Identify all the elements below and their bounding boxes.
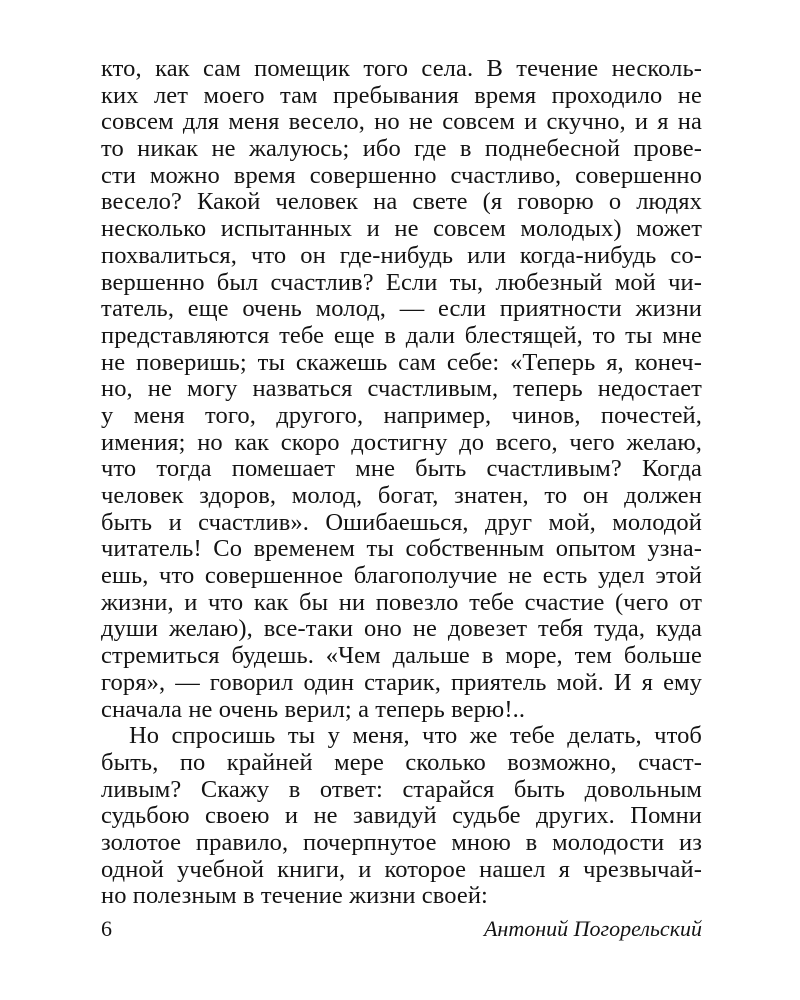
paragraph-end-line: но полезным в течение жизни своей: xyxy=(101,882,488,910)
text-line: несколько испытанных и не совсем молодых) может xyxy=(101,215,702,243)
text-line: золотое правило, почерпнутое мною в молодости из xyxy=(101,828,702,856)
text-line: имения; но как скоро достигну до всего, чего желаю, xyxy=(101,428,702,456)
text-line: совсем для меня весело, но не совсем и скучно, и я на xyxy=(101,108,702,136)
text-line: ливым? Скажу в ответ: старайся быть довольным xyxy=(101,775,702,803)
text-line: кто, как сам помещик того села. В течение несколь- xyxy=(101,55,702,82)
text-line: ких лет моего там пребывания время проходило не xyxy=(101,81,702,109)
paragraph-first-line: Но спросишь ты у меня, что же тебе делать, чтоб xyxy=(129,722,702,750)
text-line: ешь, что совершенное благополучие не есть удел этой xyxy=(101,562,702,590)
paragraph-end-line: сначала не очень верил; а теперь верю!.. xyxy=(101,695,526,723)
text-line: быть, по крайней мере сколько возможно, счаст- xyxy=(101,748,702,776)
text-line: то никак не жалуюсь; ибо где в поднебесной прове- xyxy=(101,135,702,163)
text-line: стремиться будешь. «Чем дальше в море, тем больше xyxy=(101,642,702,670)
body-text xyxy=(101,56,702,910)
text-line: души желаю), все-таки оно не довезет тебя туда, куда xyxy=(101,615,702,643)
text-line: вершенно был счастлив? Если ты, любезный мой чи- xyxy=(101,268,702,296)
text-line: но, не могу назваться счастливым, теперь недостает xyxy=(101,375,702,403)
text-line: сти можно время совершенно счастливо, совершенно xyxy=(101,161,702,189)
page-number: 6 xyxy=(101,916,112,941)
text-line: не поверишь; ты скажешь сам себе: «Теперь я, конеч- xyxy=(101,348,702,376)
text-line: быть и счастлив». Ошибаешься, друг мой, молодой xyxy=(101,508,702,536)
text-line: читатель! Со временем ты собственным опытом узна- xyxy=(101,535,702,563)
text-line: похвалиться, что он где-нибудь или когда-нибудь со- xyxy=(101,241,702,269)
text-line: одной учебной книги, и которое нашел я чрезвычай- xyxy=(101,855,702,883)
running-title: Антоний Погорельский xyxy=(483,916,702,941)
text-line: судьбою своею и не завидуй судьбе других. Помни xyxy=(101,802,702,830)
text-line: представляются тебе еще в дали блестящей, то ты мне xyxy=(101,321,702,349)
text-line: человек здоров, молод, богат, знатен, то он должен xyxy=(101,482,702,509)
text-line: жизни, и что как бы ни повезло тебе счастие (чего от xyxy=(101,588,702,616)
text-line: горя», — говорил один старик, приятель мой. И я ему xyxy=(101,668,702,696)
text-line: татель, еще очень молод, — если приятности жизни xyxy=(101,295,702,323)
text-line: что тогда помешает мне быть счастливым? Когда xyxy=(101,455,702,483)
text-line: весело? Какой человек на свете (я говорю о людях xyxy=(101,188,702,216)
text-line: у меня того, другого, например, чинов, почестей, xyxy=(101,401,702,429)
page-footer xyxy=(101,914,702,944)
